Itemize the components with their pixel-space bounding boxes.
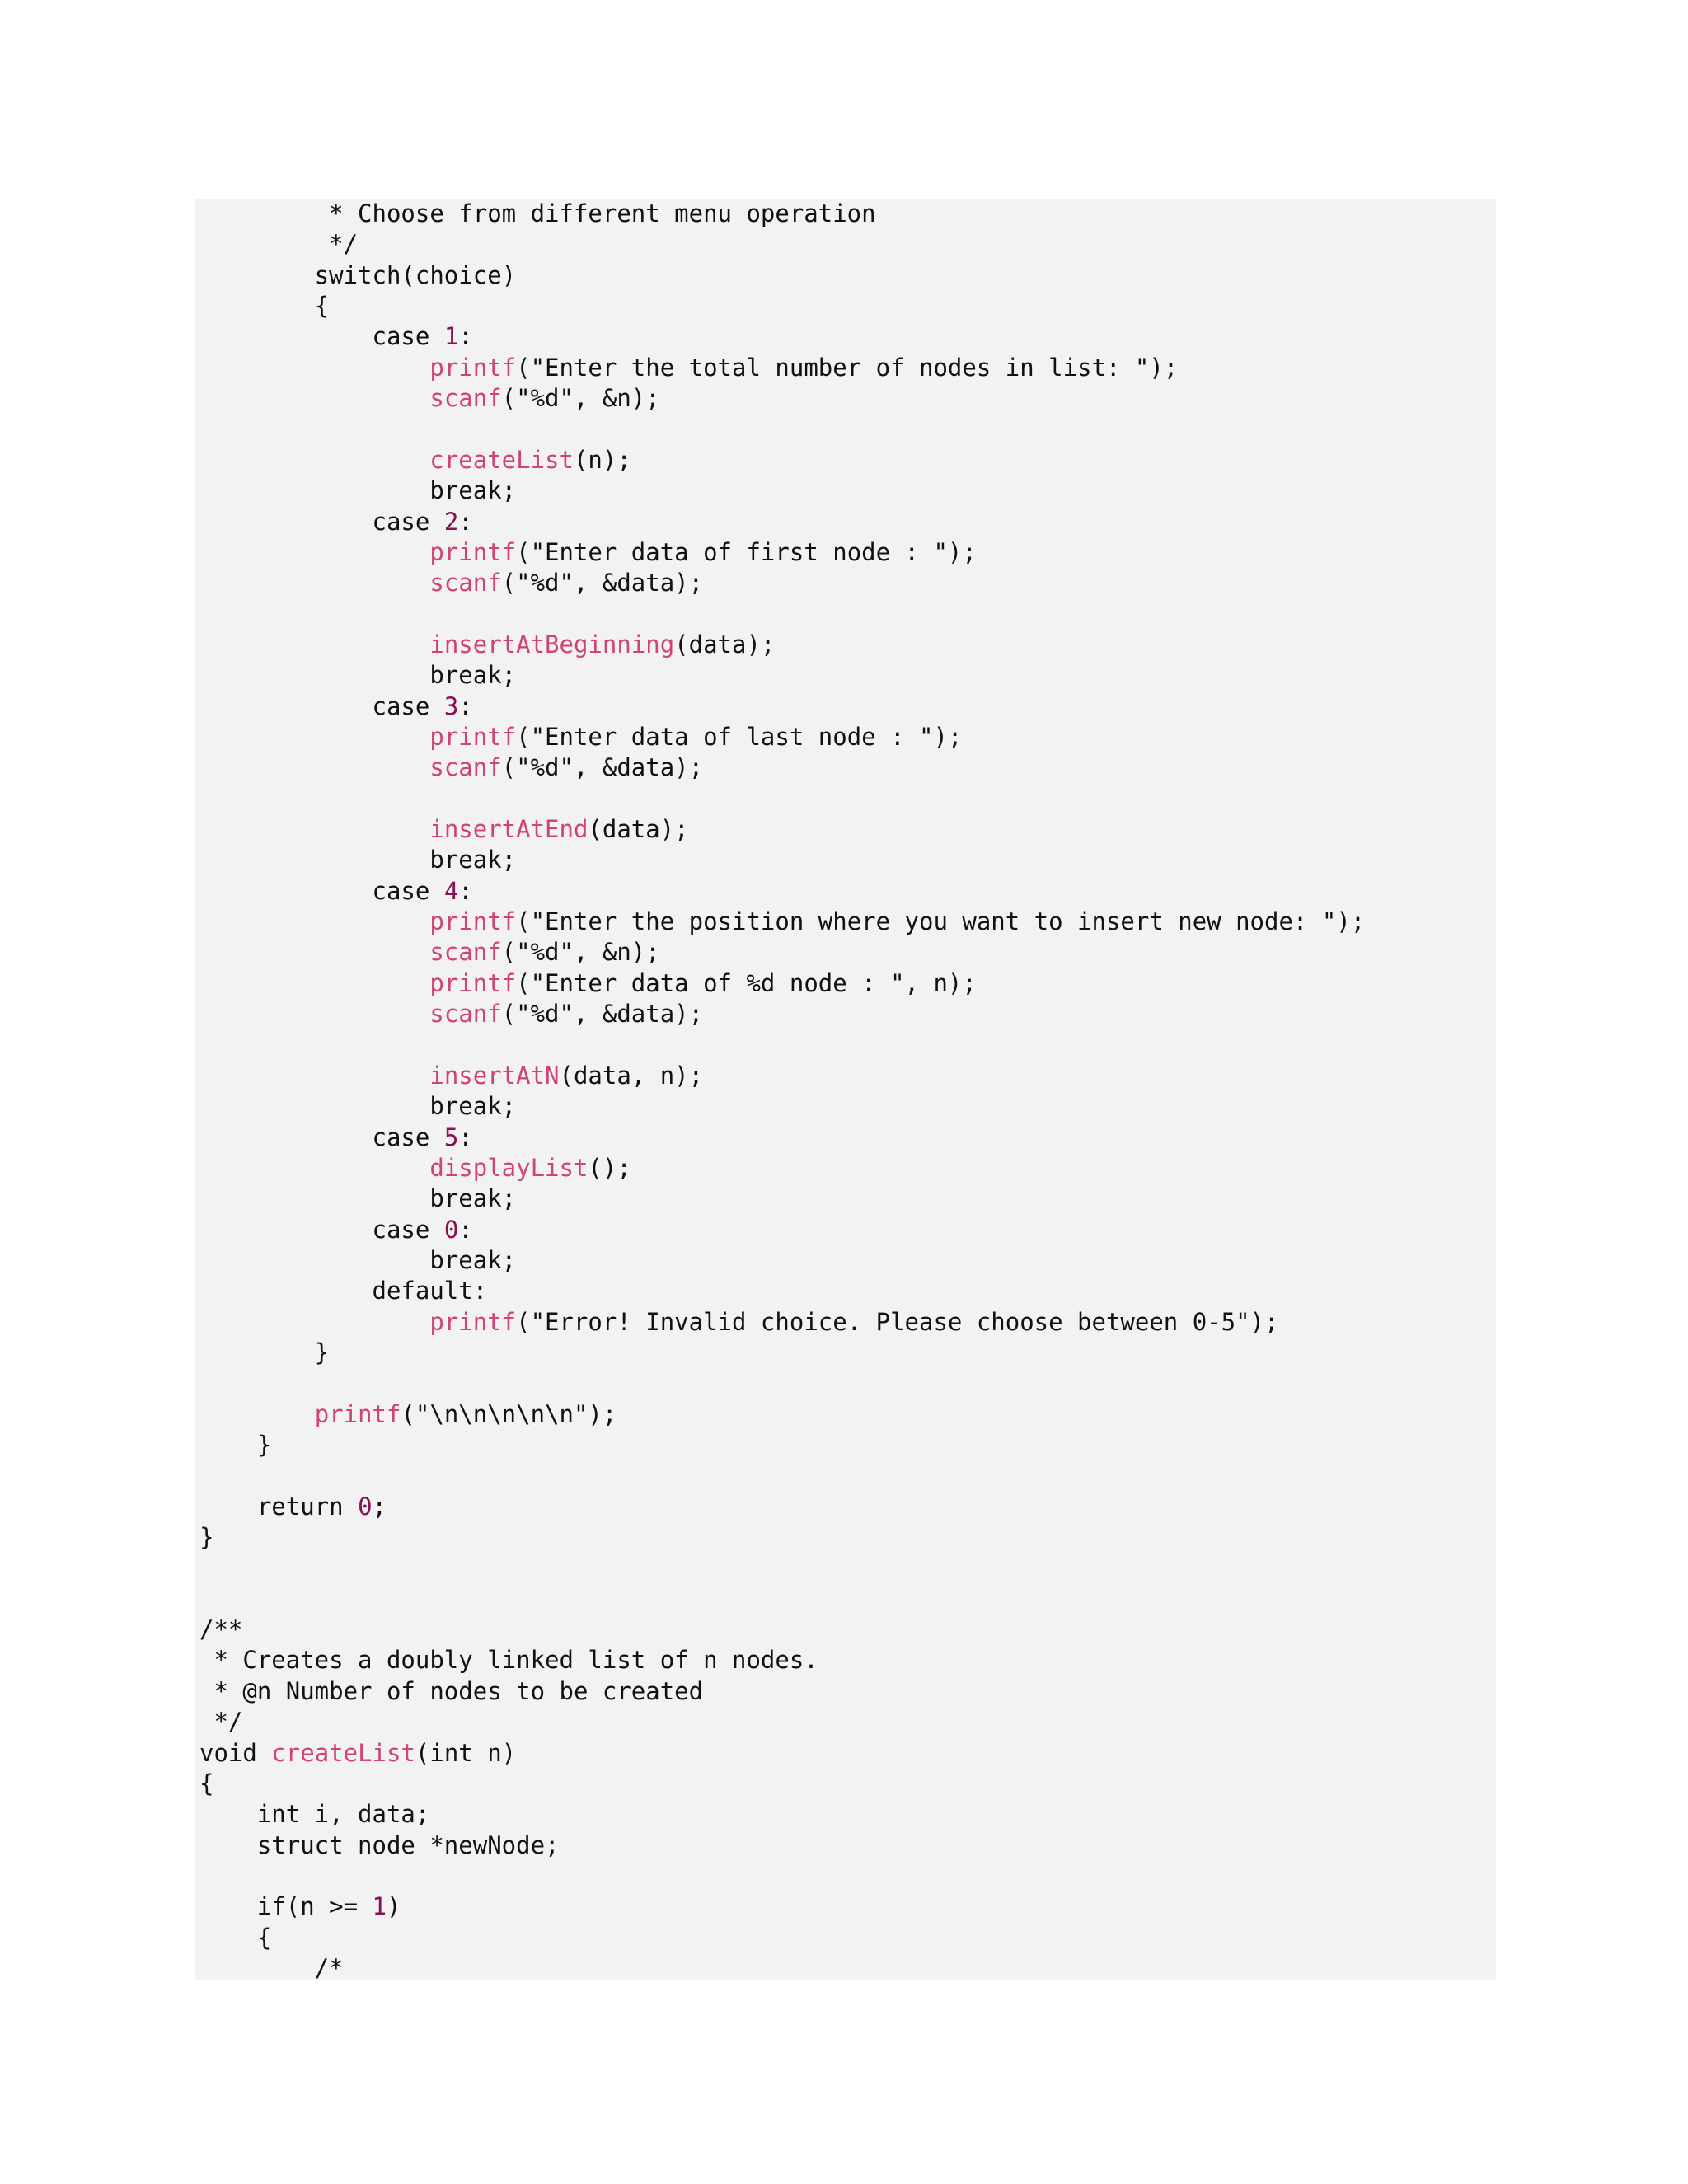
code-text: : [458,876,473,905]
code-text [199,1154,429,1182]
code-text: case [199,691,444,720]
code-text: { [199,1769,214,1797]
code-text: case [199,1122,444,1151]
code-text: { [199,1923,272,1952]
function-name: scanf [429,1000,502,1029]
function-name: printf [429,907,517,936]
code-text [199,938,429,966]
code-line [199,1061,703,1091]
number-literal: 1 [372,1892,387,1921]
code-line [199,199,876,229]
code-text: ("Enter the total number of nodes in list: "); [516,353,1179,382]
code-text: default: [199,1277,488,1305]
code-line [199,383,660,414]
code-line [199,260,516,291]
code-line [199,1799,429,1830]
code-text: /* [199,1953,344,1982]
code-text: (int n) [415,1738,517,1767]
code-line [199,968,977,999]
code-text: } [199,1431,272,1459]
code-line [199,907,1365,937]
code-text [199,569,429,597]
code-text [199,907,429,935]
code-line [199,1953,344,1984]
code-text [199,815,429,843]
code-line [199,1215,473,1245]
code-text: void [199,1738,272,1767]
code-text: break; [199,846,517,874]
code-text: ("Enter data of first node : "); [516,537,977,566]
code-text: ("\n\n\n\n\n"); [401,1399,617,1428]
function-name: insertAtBeginning [429,630,675,658]
code-line [199,630,775,660]
code-line [199,1738,516,1769]
code-text [199,969,429,997]
code-line [199,1276,487,1306]
function-name: createList [271,1738,415,1767]
code-line [199,445,631,476]
code-text [199,1062,429,1090]
function-name: printf [429,537,517,566]
code-text: (data, n); [559,1061,704,1090]
code-text: ("%d", &data); [501,569,704,598]
function-name: createList [429,445,574,474]
code-text: : [458,507,473,536]
code-text: ("%d", &data); [501,1000,704,1029]
number-literal: 3 [443,691,459,720]
code-text: ("Enter data of %d node : ", n); [516,968,977,997]
code-text: * Choose from different menu operation [199,199,876,227]
code-text: break; [199,1092,517,1121]
code-text: : [458,691,473,720]
number-literal: 0 [358,1492,373,1521]
function-name: insertAtN [429,1061,560,1090]
function-name: scanf [429,938,502,967]
number-literal: 4 [443,876,459,905]
code-line [199,845,516,875]
function-name: scanf [429,753,502,782]
code-text [199,538,429,566]
code-line [199,876,473,907]
code-text [199,1308,429,1336]
code-text: break; [199,1184,517,1213]
code-line [199,1891,401,1922]
code-line [199,660,516,691]
code-block [195,199,1496,1980]
code-text: struct node *newNode; [199,1830,560,1859]
code-line [199,353,1178,383]
code-line [199,1183,516,1214]
function-name: printf [429,353,517,382]
code-text: (); [588,1153,631,1182]
number-literal: 1 [443,322,459,351]
code-text: ) [386,1892,401,1921]
number-literal: 5 [443,1122,459,1151]
code-line [199,814,689,845]
code-text: break; [199,1245,517,1274]
code-text [199,723,429,751]
code-line [199,1430,271,1460]
code-text: } [199,1338,330,1366]
function-name: insertAtEnd [429,815,588,843]
code-line [199,1122,473,1153]
number-literal: 0 [443,1215,459,1244]
code-text: return [199,1492,359,1521]
code-line [199,229,358,260]
code-line [199,1307,1278,1338]
code-text: switch(choice) [199,260,517,289]
code-text: : [458,322,473,351]
code-text: ("%d", &data); [501,753,704,782]
code-text: break; [199,476,517,505]
code-text: */ [199,1708,243,1736]
code-text: int i, data; [199,1800,430,1829]
function-name: printf [429,1307,517,1336]
code-line [199,1522,213,1553]
code-line [199,568,703,598]
code-text: ("%d", &n); [501,938,660,967]
code-text: */ [199,230,359,259]
code-text: * @n Number of nodes to be created [199,1676,704,1705]
code-text: (n); [573,445,631,474]
code-line [199,1830,560,1861]
code-text: ; [372,1492,387,1521]
code-line [199,722,962,752]
code-line [199,1645,818,1675]
function-name: printf [314,1399,401,1428]
code-line [199,1338,329,1368]
code-text [199,753,429,781]
code-text: ("Enter data of last node : "); [516,722,963,751]
code-line [199,752,703,783]
code-line [199,1676,703,1707]
code-text: : [458,1122,473,1151]
code-line [199,507,473,537]
function-name: printf [429,722,517,751]
code-line [199,1153,631,1183]
code-text: if(n >= [199,1892,373,1921]
code-line [199,321,473,352]
code-line [199,291,329,321]
code-text: : [458,1215,473,1244]
code-text: case [199,876,444,905]
code-text: /** [199,1615,243,1644]
code-line [199,691,473,722]
code-text: { [199,292,330,321]
function-name: displayList [429,1153,588,1182]
code-line [199,476,516,506]
function-name: scanf [429,384,502,413]
number-literal: 2 [443,507,459,536]
code-line [199,1615,242,1645]
code-text: case [199,507,444,536]
code-line [199,1923,271,1953]
code-text: break; [199,661,517,690]
code-text: (data); [674,630,776,658]
code-text [199,630,429,658]
code-text: case [199,322,444,351]
code-text: ("Error! Invalid choice. Please choose between 0-5"); [516,1307,1279,1336]
code-line [199,999,703,1029]
code-line [199,537,977,568]
code-text [199,354,429,382]
code-text: ("%d", &n); [501,384,660,413]
code-line [199,1707,242,1737]
code-line [199,1399,617,1430]
code-text [199,1400,315,1428]
code-text: } [199,1523,214,1552]
code-text [199,1000,429,1028]
code-text: (data); [588,815,689,843]
code-line [199,1492,387,1522]
code-line [199,937,660,968]
function-name: scanf [429,569,502,598]
code-line [199,1091,516,1122]
code-text: * Creates a doubly linked list of n nodes. [199,1646,818,1675]
function-name: printf [429,968,517,997]
code-line [199,1769,213,1799]
code-text: ("Enter the position where you want to insert new node: "); [516,907,1366,936]
code-text: case [199,1215,444,1244]
code-text [199,384,429,412]
code-line [199,1245,516,1276]
code-text [199,446,429,474]
